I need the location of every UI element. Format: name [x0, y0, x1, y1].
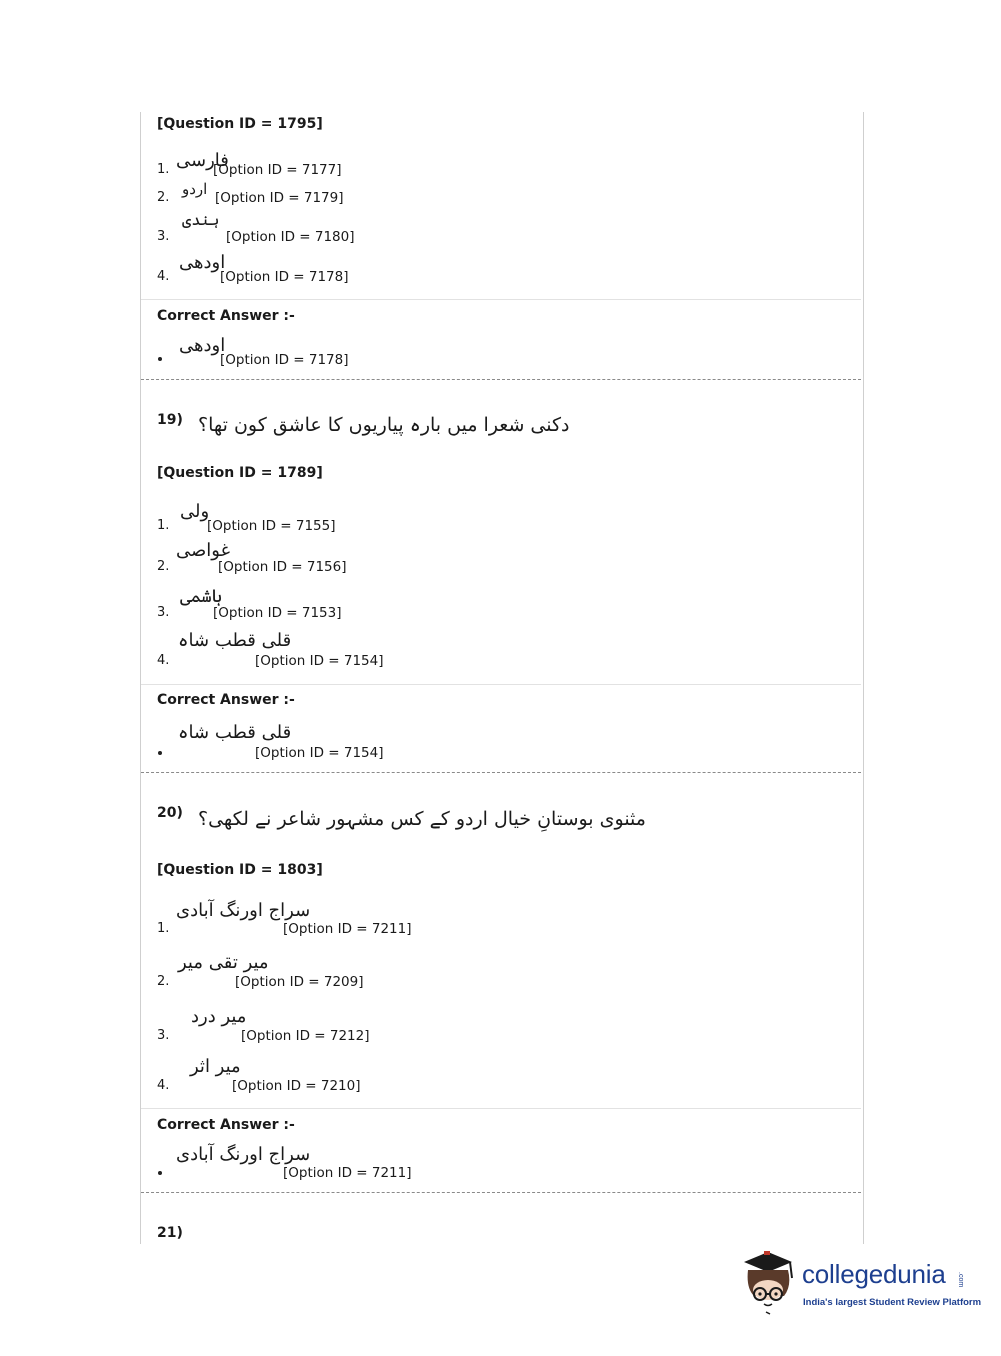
option-number: 3. — [157, 229, 170, 244]
option-urdu-text: سراج اورنگ آبادی — [176, 900, 311, 921]
logo-domain-suffix: .com — [957, 1272, 964, 1288]
option-number: 4. — [157, 653, 170, 668]
bullet-icon — [158, 357, 162, 361]
option-id: [Option ID = 7180] — [226, 229, 355, 245]
question-urdu-text: دکنی شعرا میں بارہ پیاریوں کا عاشق کون تھا؟ — [198, 414, 570, 436]
option-number: 1. — [157, 518, 170, 533]
option-number: 2. — [157, 559, 170, 574]
question-separator — [141, 772, 861, 773]
question-separator — [141, 379, 861, 380]
option-urdu-text: اردو — [182, 180, 208, 198]
option-number: 3. — [157, 605, 170, 620]
question-number: 21) — [157, 1225, 183, 1241]
correct-answer-label: Correct Answer :- — [157, 308, 295, 324]
correct-answer-label: Correct Answer :- — [157, 1117, 295, 1133]
divider — [141, 299, 861, 300]
bullet-icon — [158, 1171, 162, 1175]
option-urdu-text: میر درد — [191, 1006, 247, 1027]
option-urdu-text: قلی قطب شاہ — [178, 630, 292, 651]
logo-tagline: India's largest Student Review Platform — [803, 1297, 982, 1308]
option-id: [Option ID = 7209] — [235, 974, 364, 990]
correct-answer-option-id: [Option ID = 7178] — [220, 352, 349, 368]
question-id-1803: [Question ID = 1803] — [157, 862, 323, 878]
correct-answer-urdu-text: قلی قطب شاہ — [178, 722, 292, 743]
question-id-1789: [Question ID = 1789] — [157, 465, 323, 481]
question-number: 20) — [157, 805, 183, 821]
option-id: [Option ID = 7179] — [215, 190, 344, 206]
option-urdu-text: میر تقی میر — [178, 952, 269, 973]
option-number: 2. — [157, 974, 170, 989]
option-urdu-text: ہندی — [182, 210, 220, 229]
option-number: 2. — [157, 190, 170, 205]
question-number: 19) — [157, 412, 183, 428]
option-urdu-text: میر اثر — [190, 1056, 241, 1077]
option-id: [Option ID = 7178] — [220, 269, 349, 285]
option-urdu-text: اودھی — [179, 252, 226, 273]
option-urdu-text: ولی — [180, 501, 210, 522]
option-id: [Option ID = 7156] — [218, 559, 347, 575]
bullet-icon — [158, 751, 162, 755]
option-id: [Option ID = 7177] — [213, 162, 342, 178]
option-id: [Option ID = 7154] — [255, 653, 384, 669]
question-id-1795: [Question ID = 1795] — [157, 116, 323, 132]
option-id: [Option ID = 7210] — [232, 1078, 361, 1094]
question-urdu-text: مثنوی بوستانِ خیال اردو کے کس مشہور شاعر نے لکھی؟ — [198, 808, 646, 830]
option-number: 1. — [157, 162, 170, 177]
option-number: 1. — [157, 921, 170, 936]
option-id: [Option ID = 7153] — [213, 605, 342, 621]
correct-answer-label: Correct Answer :- — [157, 692, 295, 708]
divider — [141, 684, 861, 685]
option-number: 4. — [157, 1078, 170, 1093]
option-id: [Option ID = 7155] — [207, 518, 336, 534]
option-number: 3. — [157, 1028, 170, 1043]
option-id: [Option ID = 7212] — [241, 1028, 370, 1044]
logo-wordmark: collegedunia — [802, 1259, 946, 1289]
divider — [141, 1108, 861, 1109]
option-number: 4. — [157, 269, 170, 284]
correct-answer-urdu-text: سراج اورنگ آبادی — [176, 1144, 311, 1165]
correct-answer-option-id: [Option ID = 7154] — [255, 745, 384, 761]
correct-answer-urdu-text: اودھی — [179, 335, 226, 356]
option-urdu-text: ہاشمی — [180, 586, 223, 607]
question-separator — [141, 1192, 861, 1193]
option-urdu-text: غواصی — [176, 540, 230, 561]
option-id: [Option ID = 7211] — [283, 921, 412, 937]
option-urdu-text: فارسی — [176, 150, 229, 171]
correct-answer-option-id: [Option ID = 7211] — [283, 1165, 412, 1181]
